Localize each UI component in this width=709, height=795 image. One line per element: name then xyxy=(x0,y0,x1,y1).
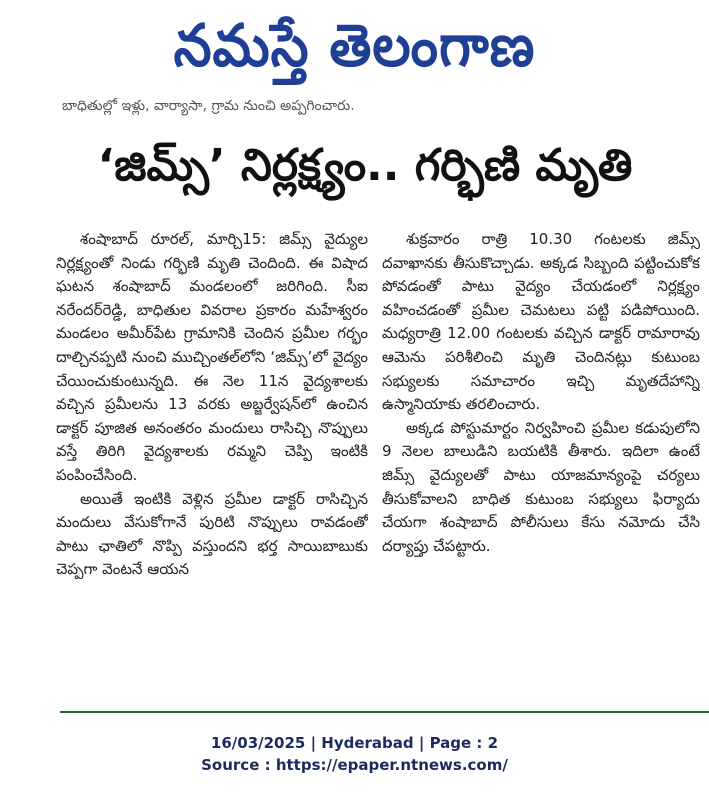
footer-divider xyxy=(60,711,709,713)
article-headline: ‘జిమ్స్’ నిర్లక్ష్యం.. గర్భిణి మృతి xyxy=(97,140,633,191)
masthead xyxy=(0,0,709,92)
page-footer xyxy=(0,732,709,776)
previous-article-fragment: బాధితుల్లో ఇళ్లు, వార్యాసా, గ్రామ నుంచి అప్పగించారు. xyxy=(62,98,355,114)
footer-dateline: 16/03/2025 | Hyderabad | Page : 2 xyxy=(210,734,499,752)
article-column-left xyxy=(56,228,368,706)
newspaper-logo: నమస్తే తెలంగాణ xyxy=(173,11,536,80)
article-paragraph: అయితే ఇంటికి వెళ్లిన ప్రమీల డాక్టర్ రాసిచ్చిన మందులు వేసుకోగానే పురిటి నొప్పులు రావడంతో పాటు ఛాతిలో నొప్పి వస్తుందని భర్త సాయిబాబుకు చెప్పగా వెంటనే ఆయన xyxy=(56,489,368,579)
article-paragraph: శంషాబాద్ రూరల్, మార్చి15: జిమ్స్ వైద్యుల నిర్లక్ష్యంతో నిండు గర్భిణి మృతి చెందింది. ఈ విషాద ఘటన శంషాబాద్ మండలంలో జరిగింది. సీఐ నరేందర్‌రెడ్డి, బాధితుల వివరాల ప్రకారం మహేశ్వరం మండలం అమీర్‌పేట గ్రామానికి చెందిన ప్రమీల గర్భం దాల్చినప్పటి నుంచి ముచ్చింతల్‌లోని ‘జిమ్స్’లో వైద్యం చేయించుకుంటున్నది. ఈ నెల 11న వైద్యశాలకు వచ్చిన ప్రమీలను 13 వరకు అబ్జర్వేషన్‌లో ఉంచిన డాక్టర్ పూజిత అనంతరం మందులు రాసిచ్చి నొప్పులు వస్తే తిరిగి వైద్యశాలకు రమ్మని చెప్పి ఇంటికి పంపించేసింది. xyxy=(56,230,368,484)
article-paragraph: అక్కడ పోస్టుమార్టం నిర్వహించి ప్రమీల కడుపులోని 9 నెలల బాలుడిని బయటికి తీశారు. ఇదిలా ఉంటే జిమ్స్ వైద్యులతో పాటు యాజమాన్యంపై చర్యలు తీసుకోవాలని బాధిత కుటుంబ సభ్యులు ఫిర్యాదు చేయగా శంషాబాద్ పోలీసులు కేసు నమోదు చేసి దర్యాప్తు చేపట్టారు. xyxy=(382,418,700,555)
article-paragraph: శుక్రవారం రాత్రి 10.30 గంటలకు జిమ్స్ దవాఖానకు తీసుకొచ్చాడు. అక్కడ సిబ్బంది పట్టించుకోక పోవడంతో పాటు వైద్యం చేయడంలో నిర్లక్ష్యం వహించడంతో ప్రమీల చెమటలు పట్టి పడిపోయింది. మధ్యరాత్రి 12.00 గంటలకు వచ్చిన డాక్టర్ రామారావు ఆమెను పరిశీలించి మృతి చెందినట్లు కుటుంబ సభ్యులకు సమాచారం ఇచ్చి మృతదేహాన్ని ఉస్మానియాకు తరలించారు. xyxy=(382,230,700,414)
article-column-right xyxy=(382,228,700,668)
footer-source-link[interactable]: Source : https://epaper.ntnews.com/ xyxy=(201,756,508,774)
